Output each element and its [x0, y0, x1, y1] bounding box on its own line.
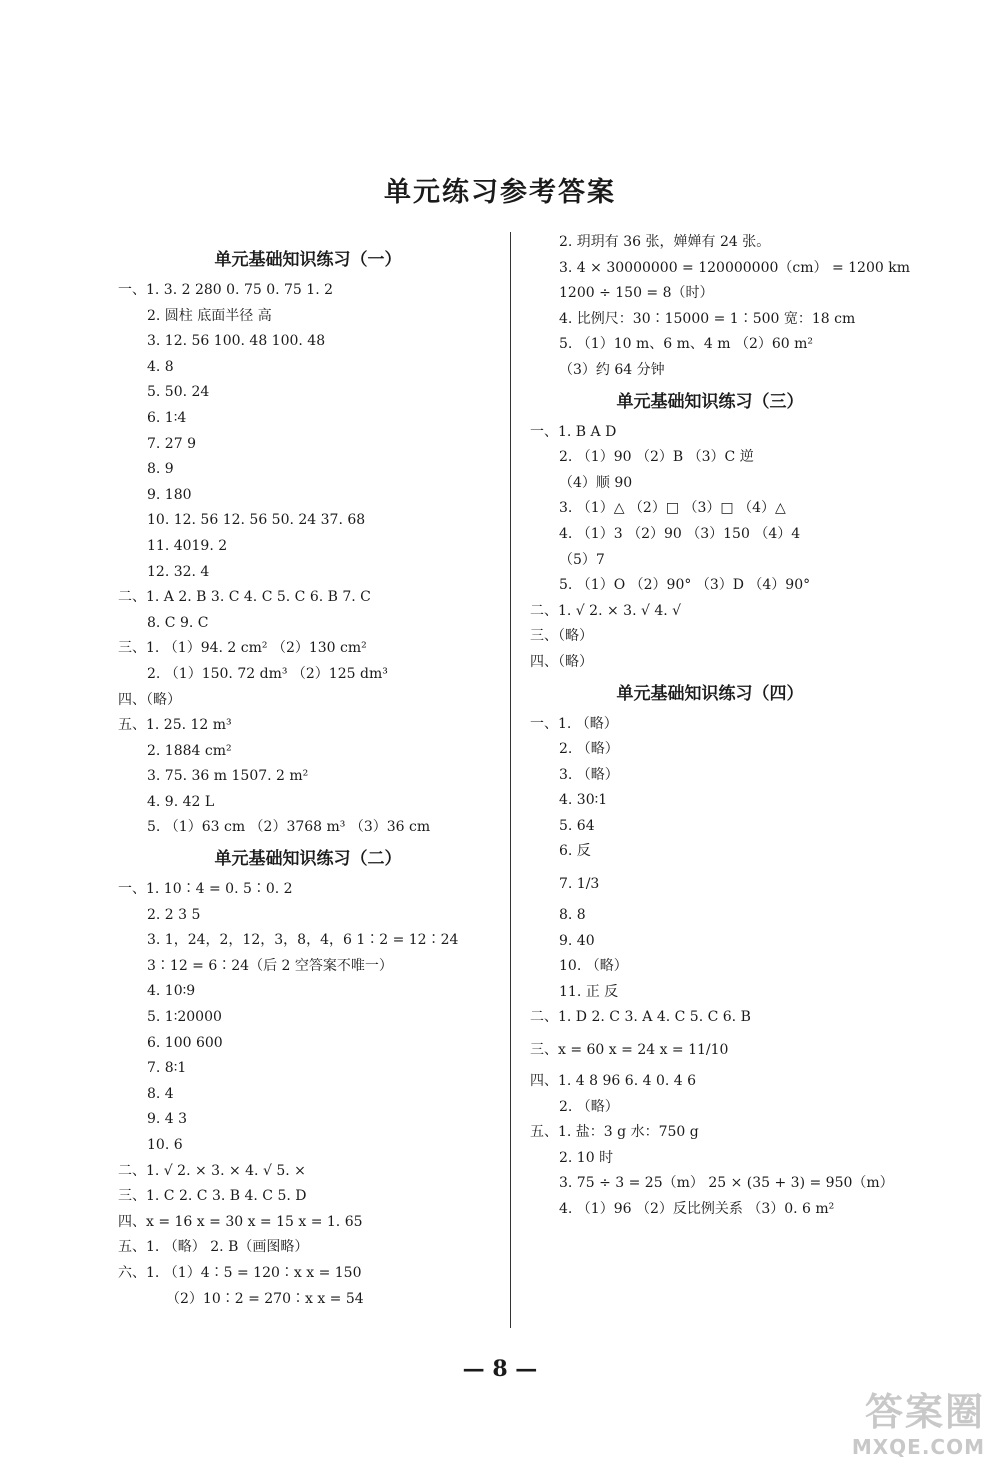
answer-line: 4. 10∶9: [147, 983, 196, 1000]
answer-line: 9. 40: [559, 932, 595, 949]
answer-line: 3. （略）: [559, 766, 619, 783]
watermark-url: MXQE.COM: [851, 1435, 985, 1459]
answer-line: （5）7: [559, 551, 605, 568]
answer-line: 4. 比例尺：30∶15000 = 1∶500 宽：18 cm: [559, 310, 856, 327]
answer-line: 三、x = 60 x = 24 x = 11/10: [530, 1042, 729, 1059]
answer-line: 三、1. C 2. C 3. B 4. C 5. D: [118, 1188, 307, 1205]
answer-line: 1200 ÷ 150 = 8（时）: [559, 285, 714, 302]
answer-line: 4. 30∶1: [559, 792, 608, 809]
answer-line: 二、1. D 2. C 3. A 4. C 5. C 6. B: [530, 1009, 751, 1026]
section-heading: 单元基础知识练习（四）: [616, 683, 804, 704]
answer-line: 4. （1）96 （2）反比例关系 （3）0. 6 m²: [559, 1201, 835, 1217]
answer-line: 五、1. 盐：3 g 水：750 g: [530, 1124, 699, 1141]
answer-line: 7. 27 9: [147, 435, 196, 452]
answer-line: 5. （1）10 m、6 m、4 m （2）60 m²: [559, 336, 814, 353]
answer-line: 5. 1∶20000: [147, 1009, 222, 1026]
answer-line: 3. 4 × 30000000 = 120000000（cm） = 1200 km: [559, 259, 910, 276]
answer-line: 一、1. 10∶4 = 0. 5∶0. 2: [118, 881, 293, 898]
answer-line: 2. 2 3 5: [147, 906, 201, 923]
answer-line: 四、（略）: [118, 691, 181, 708]
answer-line: 8. 9: [147, 461, 174, 478]
answer-line: 2. （1）150. 72 dm³ （2）125 dm³: [147, 665, 388, 682]
answer-line: 四、1. 4 8 96 6. 4 0. 4 6: [530, 1073, 697, 1090]
answer-line: 9. 180: [147, 486, 192, 503]
answer-line: 3. 75. 36 m 1507. 2 m²: [147, 768, 309, 785]
answer-line: 三、（略）: [530, 628, 593, 645]
answer-line: 3. （1）△ （2）□ （3）□ （4）△: [559, 500, 786, 517]
answer-line: 四、x = 16 x = 30 x = 15 x = 1. 65: [118, 1213, 363, 1230]
answer-line: 5. 64: [559, 817, 595, 834]
answer-line: 11. 正 反: [559, 983, 619, 1000]
answer-line: 4. 9. 42 L: [147, 793, 215, 810]
answer-line: 3∶12 = 6∶24（后 2 空答案不唯一）: [147, 957, 393, 974]
answers-right-column: [530, 230, 910, 1223]
answer-line: 7. 8∶1: [147, 1060, 187, 1077]
section-heading: 单元基础知识练习（三）: [616, 391, 804, 412]
answer-line: 五、1. （略） 2. B（画图略）: [118, 1239, 309, 1256]
answer-line: 一、1. B A D: [530, 423, 617, 440]
answer-line: 2. 10 时: [559, 1149, 614, 1166]
column-divider: [510, 232, 511, 1328]
answer-line: 2. （略）: [559, 741, 619, 758]
answer-line: 10. 12. 56 12. 56 50. 24 37. 68: [147, 512, 366, 529]
answer-line: 11. 4019. 2: [147, 537, 228, 554]
answer-line: 8. 8: [559, 907, 586, 924]
answer-line: 10. （略）: [559, 958, 628, 975]
answer-line: 五、1. 25. 12 m³: [118, 717, 232, 734]
answer-line: 5. （1）O （2）90° （3）D （4）90°: [559, 577, 811, 594]
answer-line: 2. （1）90 （2）B （3）C 逆: [559, 449, 754, 466]
answer-line: 2. （略）: [559, 1098, 619, 1115]
answer-line: 2. 玥玥有 36 张，婵婵有 24 张。: [559, 234, 771, 250]
answer-line: 3. 12. 56 100. 48 100. 48: [147, 333, 326, 350]
page-title: 单元练习参考答案: [384, 177, 616, 208]
answer-line: 二、1. √ 2. × 3. × 4. √ 5. ×: [118, 1162, 306, 1179]
answer-line: 6. 反: [559, 843, 591, 860]
answer-line: 6. 100 600: [147, 1034, 223, 1051]
answer-line: 三、1. （1）94. 2 cm² （2）130 cm²: [118, 640, 367, 657]
answer-line: 2. 圆柱 底面半径 高: [147, 307, 272, 324]
answer-line: 二、1. √ 2. × 3. √ 4. √: [530, 602, 682, 619]
answer-line: 六、1. （1）4∶5 = 120∶x x = 150: [118, 1264, 362, 1281]
answer-line: 3. 75 ÷ 3 = 25（m） 25 × (35 + 3) = 950（m）: [559, 1175, 894, 1192]
answer-line: 12. 32. 4: [147, 563, 210, 580]
answer-line: 8. C 9. C: [147, 614, 209, 631]
answer-line: 二、1. A 2. B 3. C 4. C 5. C 6. B 7. C: [118, 589, 371, 606]
watermark-logo: [780, 1390, 985, 1468]
answer-line: 四、（略）: [530, 653, 593, 670]
answer-line: 4. 8: [147, 358, 174, 375]
answers-left-column: [118, 242, 498, 1312]
answer-line: 一、1. （略）: [530, 715, 618, 732]
answer-line: 5. （1）63 cm （2）3768 m³ （3）36 cm: [147, 819, 431, 836]
answer-line: 7. 1/3: [559, 876, 600, 893]
answer-line: （2）10∶2 = 270∶x x = 54: [166, 1290, 364, 1307]
answer-line: 8. 4: [147, 1085, 174, 1102]
answer-line: 3. 1，24，2，12，3，8，4，6 1∶2 = 12∶24: [147, 932, 459, 949]
answer-line: （3）约 64 分钟: [559, 361, 665, 378]
section-heading: 单元基础知识练习（一）: [214, 250, 402, 270]
answer-line: 5. 50. 24: [147, 384, 210, 401]
answer-line: 10. 6: [147, 1137, 183, 1153]
answer-line: 9. 4 3: [147, 1111, 188, 1128]
page-number: — 8 —: [462, 1356, 538, 1382]
answer-line: 6. 1∶4: [147, 409, 187, 426]
answer-line: 一、1. 3. 2 280 0. 75 0. 75 1. 2: [118, 282, 334, 298]
answer-line: （4）顺 90: [559, 474, 633, 491]
answer-line: 2. 1884 cm²: [147, 742, 232, 759]
answer-line: 4. （1）3 （2）90 （3）150 （4）4: [559, 525, 801, 542]
section-heading: 单元基础知识练习（二）: [214, 849, 402, 870]
watermark-text: 答案圈: [864, 1390, 985, 1434]
